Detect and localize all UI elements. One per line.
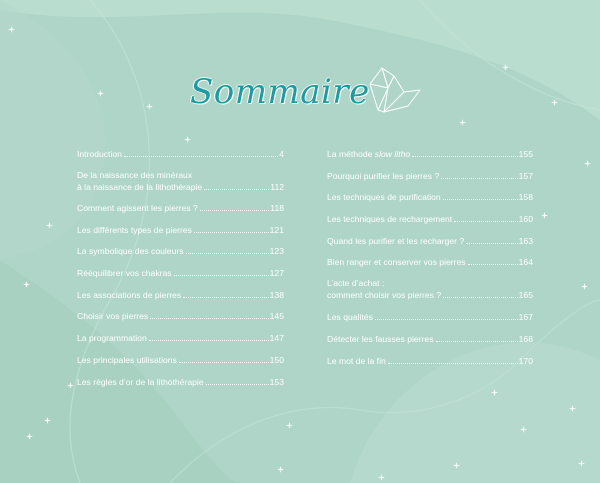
toc-entry[interactable] (327, 333, 533, 345)
toc-entry-page: 123 (269, 246, 284, 257)
toc-entry[interactable] (327, 311, 533, 323)
toc-entry[interactable] (77, 202, 284, 214)
toc-entry[interactable] (327, 213, 533, 225)
page-title: Sommaire (190, 72, 370, 112)
toc-entry[interactable] (77, 354, 284, 366)
toc-entry-page: 158 (518, 192, 533, 203)
toc-entry-page: 168 (518, 333, 533, 344)
sparkle-icon (46, 222, 53, 229)
toc-entry-label: Les règles d’or de la lithothérapie (77, 376, 204, 387)
toc-entry-page: 150 (269, 354, 284, 365)
toc-entry[interactable] (77, 376, 284, 388)
toc-leader-dots (183, 297, 269, 298)
toc-entry-page: 170 (518, 355, 533, 366)
toc-entry-page: 160 (518, 214, 533, 225)
toc-leader-dots (124, 156, 278, 157)
toc-leader-dots (204, 189, 269, 190)
toc-entry-label: Introduction (77, 149, 122, 159)
toc-entry-label: La méthode slow litho (327, 149, 411, 159)
toc-entry-page: 138 (269, 289, 284, 300)
sparkle-icon (97, 90, 104, 97)
crystal-icon (364, 62, 422, 118)
toc-entry-label: Les associations de pierres (77, 289, 182, 300)
sparkle-icon (8, 26, 15, 33)
toc-entry-page: 157 (518, 170, 533, 181)
toc-entry-page: 164 (518, 257, 533, 268)
toc-leader-dots (441, 178, 517, 179)
toc-entry[interactable] (77, 332, 284, 344)
toc-entry-label-line1: De la naissance des minéraux (77, 170, 193, 180)
sparkle-icon (26, 433, 33, 440)
sparkle-icon (44, 417, 51, 424)
toc-entry-label: Rééquilibrer vos chakras (77, 268, 172, 279)
toc-leader-dots (436, 341, 518, 342)
toc-leader-dots (443, 297, 518, 298)
sparkle-icon (541, 212, 548, 219)
toc-entry-page: 4 (279, 149, 284, 159)
toc-entry[interactable] (327, 148, 533, 160)
toc-leader-dots (200, 210, 269, 211)
toc-entry[interactable] (327, 277, 533, 301)
toc-entry-label-line1: L’acte d’achat : (327, 278, 385, 289)
toc-entry-page: 118 (270, 203, 284, 213)
toc-entry-page: 155 (518, 149, 533, 159)
toc-entry-label: Pourquoi purifier les pierres ? (327, 170, 440, 181)
toc-leader-dots (388, 363, 518, 364)
sparkle-icon (520, 426, 527, 433)
sparkle-icon (286, 422, 293, 429)
toc-column-left (77, 148, 284, 388)
sparkle-icon (459, 119, 466, 126)
toc-entry-label: Les principales utilisations (77, 354, 177, 365)
toc-leader-dots (412, 156, 518, 157)
toc-entry-page: 153 (269, 376, 284, 387)
toc-leader-dots (149, 340, 269, 341)
toc-entry-label: Comment agissent les pierres ? (77, 203, 198, 213)
toc-entry[interactable] (77, 169, 284, 193)
toc-leader-dots (454, 221, 517, 222)
toc-entry-label: Détecter les fausses pierres (327, 333, 434, 344)
toc-entry-page: 163 (518, 235, 533, 246)
toc-entry-label: Les techniques de rechargement (327, 214, 453, 225)
toc-entry-page: 167 (518, 312, 533, 323)
toc-leader-dots (174, 275, 269, 276)
toc-entry-label: à la naissance de la lithothérapie (77, 182, 203, 192)
sparkle-icon (67, 382, 74, 389)
sparkle-icon (453, 462, 460, 469)
toc-leader-dots (194, 232, 269, 233)
toc-entry[interactable] (77, 289, 284, 301)
toc-leader-dots (468, 264, 518, 265)
toc-entry-label: Les qualités (327, 312, 373, 323)
toc-entry[interactable] (77, 224, 284, 236)
sparkle-icon (378, 474, 385, 481)
sparkle-icon (491, 389, 498, 396)
toc-entry-label: Les différents types de pierres (77, 224, 192, 235)
toc-entry[interactable] (327, 256, 533, 268)
toc-entry-page: 147 (269, 333, 284, 344)
toc-entry-page: 127 (269, 268, 284, 279)
toc-leader-dots (466, 243, 518, 244)
toc-entry-label: Le mot de la fin (327, 355, 386, 366)
toc-entry-label: Choisir vos pierres (77, 311, 149, 322)
sparkle-icon (184, 136, 191, 143)
toc-entry-page: 165 (518, 290, 533, 301)
toc-leader-dots (375, 319, 518, 320)
toc-entry-page: 145 (269, 311, 284, 322)
toc-entry[interactable] (327, 235, 533, 247)
toc-entry-page: 121 (269, 224, 284, 235)
toc-entry[interactable] (77, 310, 284, 322)
toc-leader-dots (179, 362, 269, 363)
sparkle-icon (23, 281, 30, 288)
toc-entry[interactable] (327, 191, 533, 203)
sparkle-icon (502, 64, 509, 71)
sparkle-icon (581, 283, 588, 290)
toc-leader-dots (206, 384, 269, 385)
toc-entry-page: 112 (270, 182, 284, 192)
toc-entry-label: comment choisir vos pierres ? (327, 290, 442, 301)
toc-entry-label: La programmation (77, 333, 147, 344)
toc-leader-dots (186, 253, 269, 254)
toc-leader-dots (443, 199, 518, 200)
toc-entry[interactable] (327, 170, 533, 182)
toc-entry-label: Les techniques de purification (327, 192, 441, 203)
toc-column-right (327, 148, 533, 367)
toc-entry[interactable] (77, 245, 284, 257)
toc-entry-label: La symbolique des couleurs (77, 246, 184, 257)
toc-entry[interactable] (327, 355, 533, 367)
sparkle-icon (584, 160, 591, 167)
toc-entry[interactable] (77, 267, 284, 279)
toc-leader-dots (150, 318, 268, 319)
toc-entry-label: Quand les purifier et les recharger ? (327, 235, 465, 246)
toc-entry[interactable] (77, 148, 284, 160)
sparkle-icon (551, 99, 558, 106)
sparkle-icon (578, 460, 585, 467)
sparkle-icon (146, 103, 153, 110)
sparkle-icon (569, 405, 576, 412)
toc-entry-label: Bien ranger et conserver vos pierres (327, 257, 466, 268)
sparkle-icon (277, 466, 284, 473)
